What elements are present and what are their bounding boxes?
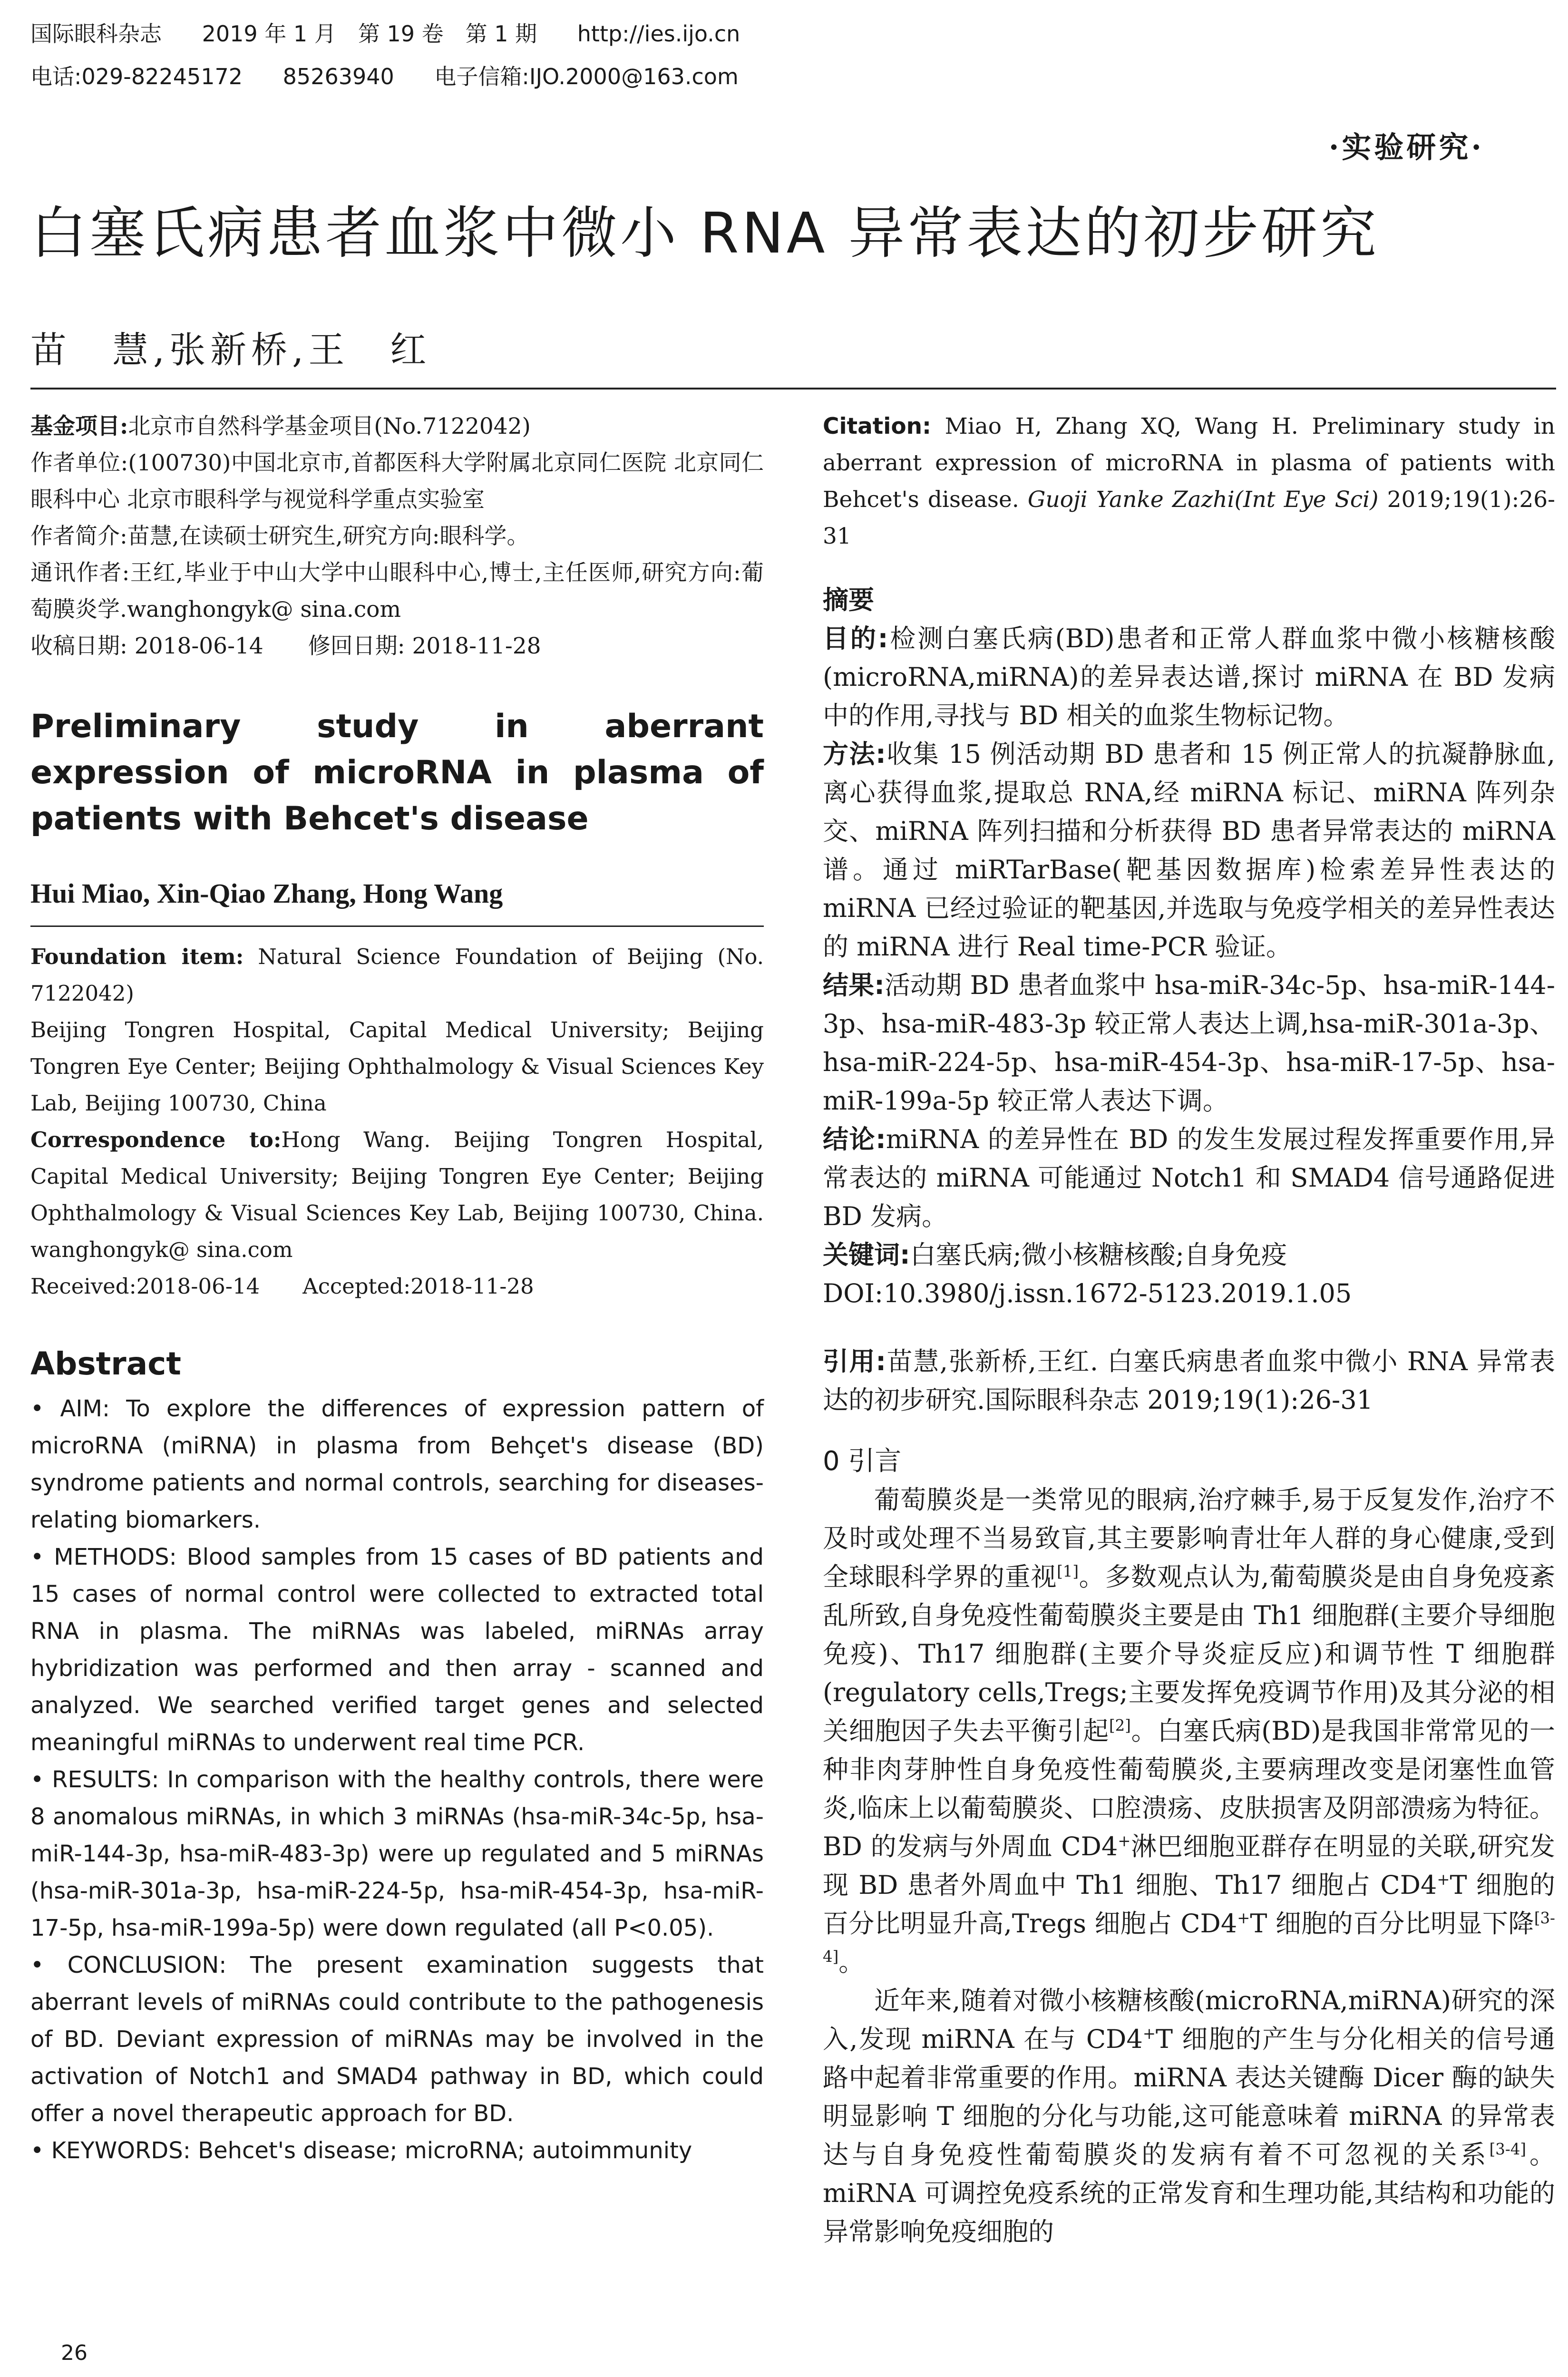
cite-cn: 引用:苗慧,张新桥,王红. 白塞氏病患者血浆中微小 RNA 异常表达的初步研究.国际眼科杂志 2019;19(1):26-31 <box>823 1346 1555 1415</box>
intro-paragraph-2: 近年来,随着对微小核糖核酸(microRNA,miRNA)研究的深入,发现 miRNA 在与 CD4+T 细胞的产生与分化相关的信号通路中起着非常重要的作用。miRNA 表达关键酶 Dicer 酶的缺失明显影响 T 细胞的分化与功能,这可能意味着 miRNA 的异常表达与自身免疫性葡萄膜炎的发病有着不可忽视的关系[3-4]。miRNA 可调控免疫系统的正常发育和生理功能,其结构和功能的异常影响免疫细胞的 <box>823 1986 1556 2247</box>
abstract-keywords: • KEYWORDS: Behcet's disease; microRNA; autoimmunity <box>30 2137 692 2164</box>
abstract-results: • RESULTS: In comparison with the healthy controls, there were 8 anomalous miRNAs, in which 3 miRNAs (hsa-miR-34c-5p, hsa-miR-144-3p, hsa-miR-483-3p) were up regulated and 5 miRNAs (hsa-miR-301a-3p, hsa-miR-224-5p, hsa-miR-454-3p, hsa-miR-17-5p, hsa-miR-199a-5p) were down regulated (all P<0.05). <box>30 1766 764 1941</box>
abstract-heading: Abstract <box>30 1345 181 1382</box>
affiliation-en: Beijing Tongren Hospital, Capital Medical University; Beijing Tongren Eye Center; Beijing Ophthalmology & Visual Sciences Key Lab, Beijing 100730, China <box>30 1017 764 1116</box>
abstract-cn-aim: 目的:检测白塞氏病(BD)患者和正常人群血浆中微小核糖核酸(microRNA,miRNA)的差异表达谱,探讨 miRNA 在 BD 发病中的作用,寻找与 BD 相关的血浆生物标记物。 <box>823 623 1555 731</box>
section-label: ·实验研究· <box>1328 130 1484 165</box>
page-number: 26 <box>61 2341 88 2365</box>
abstract-en <box>30 1390 764 2169</box>
authors-divider <box>30 925 764 927</box>
phone: 电话:029-82245172 <box>30 64 243 89</box>
citation-en: Citation: Miao H, Zhang XQ, Wang H. Preliminary study in aberrant expression of microRNA in plasma of patients with Behcet's disease. Guoji Yanke Zazhi(Int Eye Sci) 2019;19(1):26-31 <box>823 413 1556 549</box>
dates-en: Received:2018-06-14 Accepted:2018-11-28 <box>30 1274 534 1299</box>
correspondence-en: Correspondence to:Hong Wang. Beijing Tongren Hospital, Capital Medical University; Beijing Tongren Eye Center; Beijing Ophthalmology & Visual Sciences Key Lab, Beijing 100730, China. wanghongyk@ sina.com <box>30 1127 764 1262</box>
title-cn: 白塞氏病患者血浆中微小 RNA 异常表达的初步研究 <box>30 200 1379 266</box>
issue-info: 2019 年 1 月 第 19 卷 第 1 期 <box>202 21 537 47</box>
info-en <box>30 938 764 1305</box>
left-column <box>30 408 764 2169</box>
abstract-cn-heading: 摘要 <box>823 585 874 615</box>
title-divider <box>30 388 1556 390</box>
abstract-methods: • METHODS: Blood samples from 15 cases of BD patients and 15 cases of normal control were collected to extracted total RNA in plasma. The miRNAs was labeled, miRNAs array hybridization was performed and then array - scanned and analyzed. We searched verified target genes and selected meaningful miRNAs to underwent real time PCR. <box>30 1544 764 1756</box>
fund-cn: 基金项目:北京市自然科学基金项目(No.7122042) <box>30 413 531 439</box>
unit-cn: 作者单位:(100730)中国北京市,首都医科大学附属北京同仁医院 北京同仁眼科中心 北京市眼科学与视觉科学重点实验室 <box>30 450 764 513</box>
doi: DOI:10.3980/j.issn.1672-5123.2019.1.05 <box>823 1278 1352 1308</box>
right-column <box>823 408 1555 2251</box>
phone-2: 85263940 <box>282 64 394 89</box>
abstract-conclusion: • CONCLUSION: The present examination suggests that aberrant levels of miRNAs could contribute to the pathogenesis of BD. Deviant expression of miRNAs may be involved in the activation of Notch1 and SMAD4 pathway in BD, which could offer a novel therapeutic approach for BD. <box>30 1952 764 2127</box>
email[interactable]: 电子信箱:IJO.2000@163.com <box>434 64 739 89</box>
abstract-aim: • AIM: To explore the differences of expression pattern of microRNA (miRNA) in plasma from Behçet's disease (BD) syndrome patients and normal controls, searching for diseases-relating biomarkers. <box>30 1395 764 1533</box>
title-en: Preliminary study in aberrant expression of microRNA in plasma of patients with Behcet's disease <box>30 708 764 838</box>
intro-heading: 0 引言 <box>823 1446 902 1477</box>
bio-cn: 作者简介:苗慧,在读硕士研究生,研究方向:眼科学。 <box>30 523 529 549</box>
abstract-cn-keywords: 关键词:白塞氏病;微小核糖核酸;自身免疫 <box>823 1240 1287 1270</box>
journal-url[interactable]: http://ies.ijo.cn <box>577 21 740 47</box>
foundation-en: Foundation item: Natural Science Foundation of Beijing (No. 7122042) <box>30 944 764 1006</box>
journal-header-line-2 <box>30 66 772 88</box>
authors-en: Hui Miao, Xin-Qiao Zhang, Hong Wang <box>30 878 503 909</box>
dates-cn: 收稿日期: 2018-06-14 修回日期: 2018-11-28 <box>30 633 541 659</box>
journal-header-line-1 <box>30 23 773 45</box>
journal-name: 国际眼科杂志 <box>30 21 162 47</box>
authors-cn: 苗 慧,张新桥,王 红 <box>30 329 431 371</box>
abstract-cn-methods: 方法:收集 15 例活动期 BD 患者和 15 例正常人的抗凝静脉血,离心获得血浆,提取总 RNA,经 miRNA 标记、miRNA 阵列杂交、miRNA 阵列扫描和分析获得 BD 患者异常表达的 miRNA 谱。通过 miRTarBase(靶基因数据库)检索差异性表达的 miRNA 已经过验证的靶基因,并选取与免疫学相关的差异性表达的 miRNA 进行 Real time-PCR 验证。 <box>823 739 1555 962</box>
abstract-cn-results: 结果:活动期 BD 患者血浆中 hsa-miR-34c-5p、hsa-miR-144-3p、hsa-miR-483-3p 较正常人表达上调,hsa-miR-301a-3p、hsa-miR-224-5p、hsa-miR-454-3p、hsa-miR-17-5p、hsa-miR-199a-5p 较正常人表达下调。 <box>823 970 1555 1116</box>
intro-paragraph-1: 葡萄膜炎是一类常见的眼病,治疗棘手,易于反复发作,治疗不及时或处理不当易致盲,其主要影响青壮年人群的身心健康,受到全球眼科学界的重视[1]。多数观点认为,葡萄膜炎是由自身免疫紊乱所致,自身免疫性葡萄膜炎主要是由 Th1 细胞群(主要介导细胞免疫)、Th17 细胞群(主要介导炎症反应)和调节性 T 细胞群(regulatory cells,Tregs;主要发挥免疫调节作用)及其分泌的相关细胞因子失去平衡引起[2]。白塞氏病(BD)是我国非常常见的一种非肉芽肿性自身免疫性葡萄膜炎,主要病理改变是闭塞性血管炎,临床上以葡萄膜炎、口腔溃疡、皮肤损害及阴部溃疡为特征。BD 的发病与外周血 CD4+淋巴细胞亚群存在明显的关联,研究发现 BD 患者外周血中 Th1 细胞、Th17 细胞占 CD4+T 细胞的百分比明显升高,Tregs 细胞占 CD4+T 细胞的百分比明显下降[3-4]。 <box>823 1485 1556 1977</box>
abstract-cn-conclusion: 结论:miRNA 的差异性在 BD 的发生发展过程发挥重要作用,异常表达的 miRNA 可能通过 Notch1 和 SMAD4 信号通路促进 BD 发病。 <box>823 1124 1555 1231</box>
corr-cn: 通讯作者:王红,毕业于中山大学中山眼科中心,博士,主任医师,研究方向:葡萄膜炎学.wanghongyk@ sina.com <box>30 560 764 623</box>
